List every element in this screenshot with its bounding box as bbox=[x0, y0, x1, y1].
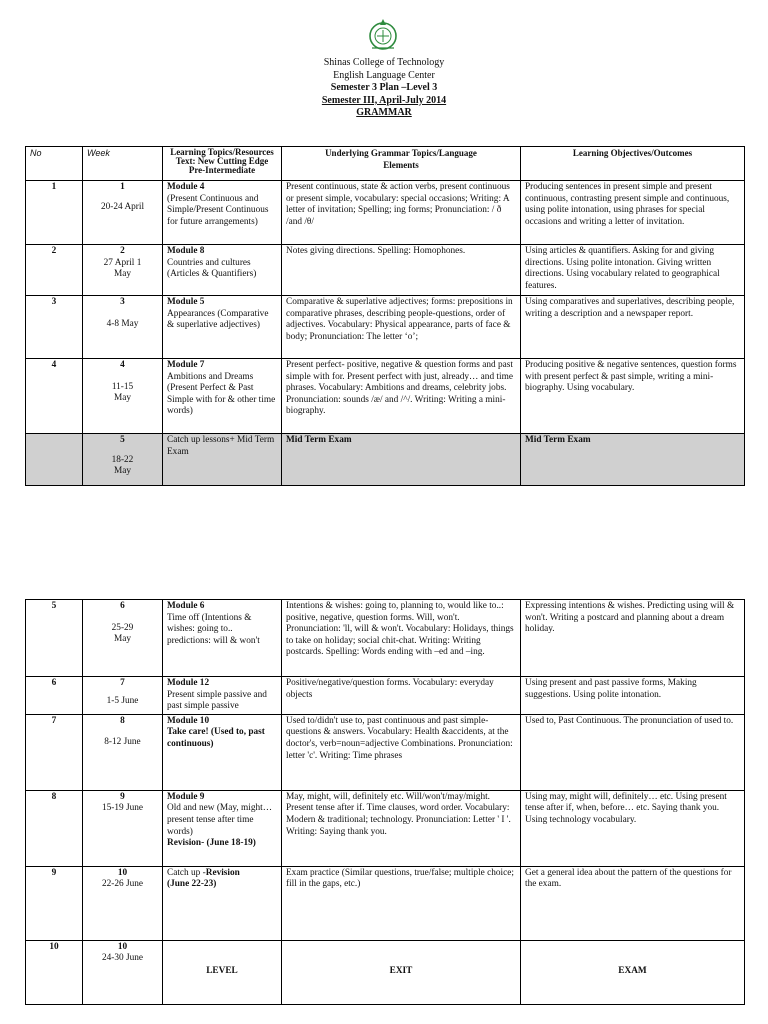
semester-title: Semester III, April-July 2014 bbox=[321, 94, 447, 106]
table-row: 9 10 22-26 June Catch up -Revision (June 22-23) Exam practice (Similar questions, true/false; multiple choice; fill in the gaps, etc.) Get a general idea about the pattern of the questions for the exam. bbox=[26, 866, 745, 940]
col-no: No bbox=[26, 147, 83, 181]
table-row: 8 9 15-19 June Module 9 Old and new (May, might…present tense after time words) Revision- (June 18-19) May, might, will, definitely etc. Will/won't/may/might. Present tense after if. Time clauses, word order. Vocabulary: Modern & traditional; technology. Pronunciation: Letter ' I '. Writing: Saying thank you. Using may, might will, definitely… etc. Using present tense after if, when, before… etc. Saying thank you. Using technology vocabulary. bbox=[26, 790, 745, 866]
table-header-row bbox=[26, 147, 745, 181]
col-objectives: Learning Objectives/Outcomes bbox=[521, 147, 745, 181]
col-week: Week bbox=[83, 147, 163, 181]
midterm-row: 5 18-22 May Catch up lessons+ Mid Term Exam Mid Term Exam Mid Term Exam bbox=[26, 434, 745, 486]
plan-table-1 bbox=[25, 146, 745, 486]
table-row: 5 6 25-29 May Module 6 Time off (Intentions & wishes: going to.. predictions: will & won't Intentions & wishes: going to, planning to, would like to..: positive, negative, question forms. Will, won't. Pronunciation: 'll, will & won't. Vocabulary: Holidays, things to take on holiday; social chit-chat. Writing: Writing postcards. Spelling: Words ending with –ed and –ing. Expressing intentions & wishes. Predicting using will & won't. Writing a postcard and planning about a dream holiday. bbox=[26, 600, 745, 677]
col-topics: Learning Topics/Resources Text: New Cutting Edge Pre-Intermediate bbox=[163, 147, 282, 181]
exit-exam-row: 10 10 24-30 June LEVEL EXIT EXAM bbox=[26, 940, 745, 1004]
subject-title: GRAMMAR bbox=[356, 107, 412, 118]
plan-table-2 bbox=[25, 599, 745, 1005]
center-name: English Language Center bbox=[333, 69, 435, 81]
table-row: 2 2 27 April 1 May Module 8 Countries and cultures (Articles & Quantifiers) Notes giving directions. Spelling: Homophones. Using articles & quantifiers. Asking for and giving directions. Using polite intonation. Giving written directions. Using vocabulary related to geographical features. bbox=[26, 245, 745, 296]
table-row: 1 1 20-24 April Module 4 (Present Continuous and Simple/Present Continuous for future arrangements) Present continuous, state & action verbs, present continuous or present simple, vocabulary: special occasions; Writing: A letter of invitation; Spelling; ing forms; Pronunciation: / ð /and /θ/ Producing sentences in present simple and present continuous, contrasting present simple and continuous, using polite intonation, using phrases for special occasions and writing a letter of invitation. bbox=[26, 181, 745, 245]
table-row: 3 3 4-8 May Module 5 Appearances (Comparative & superlative adjectives) Comparative & superlative adjectives; forms: prepositions in comparative phrases, describing people-questions, order of adjectives. Vocabulary: Physical appearance, parts of face & body; Pronunciation: The letter ‘o’; Using comparatives and superlatives, describing people, writing a description and a newspaper report. bbox=[26, 296, 745, 359]
table-row: 6 7 1-5 June Module 12 Present simple passive and past simple passive Positive/negative/question forms. Vocabulary: everyday objects Using present and past passive forms, Making suggestions. Using polite intonation. bbox=[26, 677, 745, 715]
document-header bbox=[0, 57, 768, 120]
college-name: Shinas College of Technology bbox=[323, 57, 445, 68]
table-row: 4 4 11-15 May Module 7 Ambitions and Dreams (Present Perfect & Past Simple with for & other time words) Present perfect- positive, negative & question forms and past simple with for. Present perfect with just, already… and time phrases. Vocabulary: Ambitions and dreams, celebrity jobs. Pronunciation: sounds /æ/ and /^/. Writing: Writing a mini-biography. Producing positive & negative sentences, question forms with present perfect & past simple, writing a mini-biography. Using vocabulary. bbox=[26, 359, 745, 434]
col-grammar: Underlying Grammar Topics/Language Elements bbox=[282, 147, 521, 181]
college-logo bbox=[368, 16, 398, 52]
table-row: 7 8 8-12 June Module 10 Take care! (Used to, past continuous) Used to/didn't use to, past continuous and past simple-questions & answers. Vocabulary: Health &accidents, at the doctor's, verb=noun=adjective Combinations. Pronunciation: letter 'c'. Writing: Time phrases Used to, Past Continuous. The pronunciation of used to. bbox=[26, 714, 745, 790]
plan-title: Semester 3 Plan –Level 3 bbox=[330, 82, 438, 93]
